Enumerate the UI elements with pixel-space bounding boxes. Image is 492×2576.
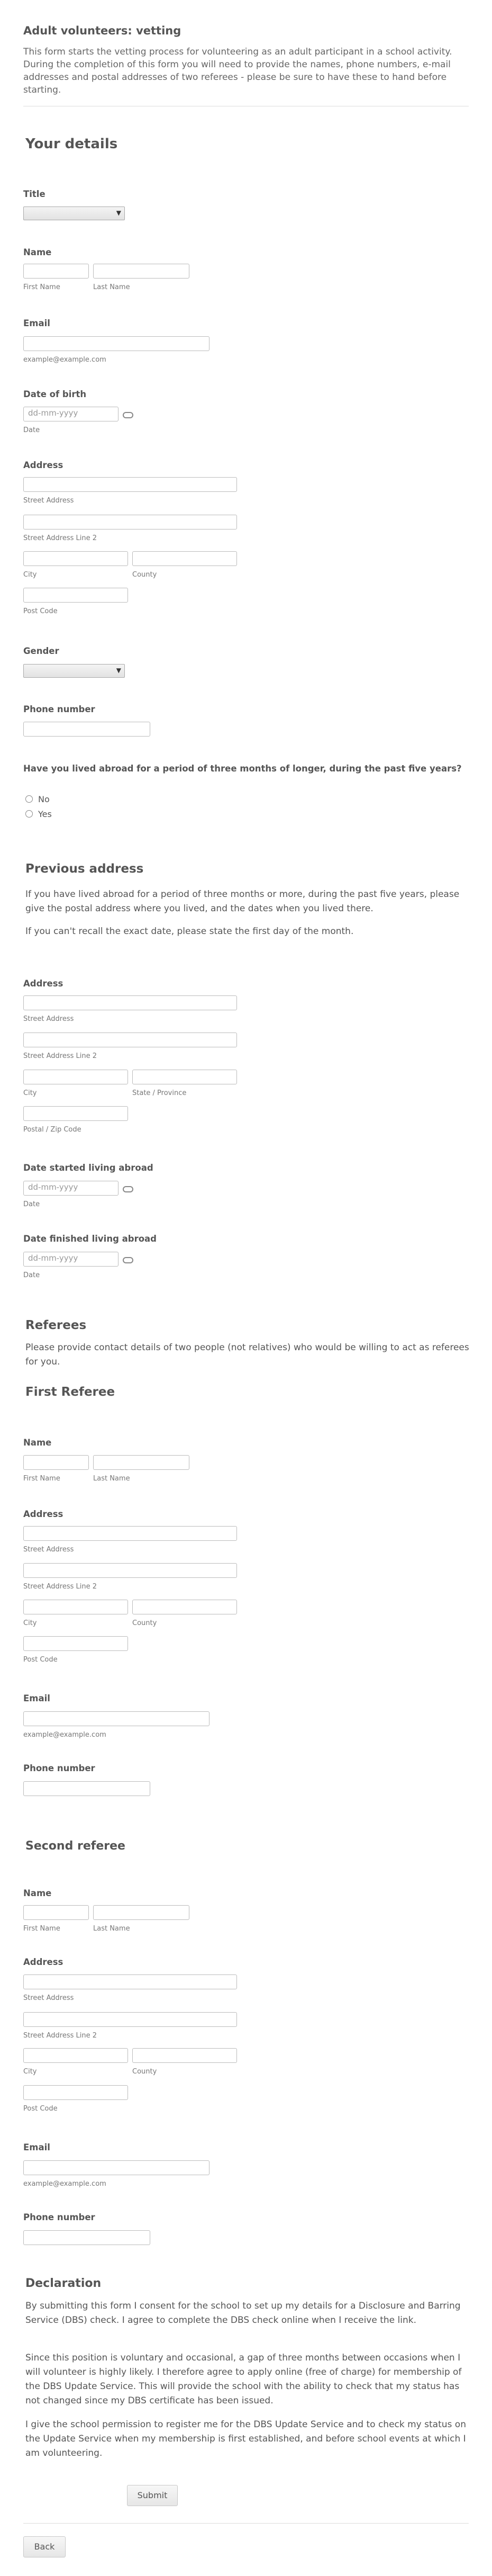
gender-label: Gender bbox=[23, 646, 59, 656]
ref2-postcode-input[interactable] bbox=[23, 2085, 128, 2100]
street-address-2-sublabel: Street Address Line 2 bbox=[23, 534, 97, 542]
first-name-input[interactable] bbox=[23, 264, 89, 279]
ref2-email-input[interactable] bbox=[23, 2160, 209, 2175]
prev-street-address-sublabel: Street Address bbox=[23, 1015, 74, 1023]
your-details-heading: Your details bbox=[25, 136, 118, 152]
first-name-sublabel: First Name bbox=[23, 283, 60, 291]
prev-state-input[interactable] bbox=[132, 1070, 237, 1084]
abroad-yes-radio[interactable] bbox=[25, 810, 33, 818]
ref1-street-address-input[interactable] bbox=[23, 1526, 237, 1541]
ref1-postcode-input[interactable] bbox=[23, 1636, 128, 1651]
ref2-address-label: Address bbox=[23, 1957, 63, 1967]
name-label: Name bbox=[23, 247, 52, 257]
ref1-name-label: Name bbox=[23, 1438, 52, 1448]
referees-heading: Referees bbox=[25, 1318, 87, 1332]
date-started-label: Date started living abroad bbox=[23, 1163, 153, 1173]
ref2-city-sublabel: City bbox=[23, 2068, 37, 2076]
ref2-street-address-input[interactable] bbox=[23, 1974, 237, 1989]
ref1-address-label: Address bbox=[23, 1509, 63, 1519]
prev-street-address-input[interactable] bbox=[23, 995, 237, 1010]
ref2-first-name-input[interactable] bbox=[23, 1905, 89, 1920]
abroad-no-radio[interactable] bbox=[25, 795, 33, 803]
city-sublabel: City bbox=[23, 571, 37, 579]
referees-intro: Please provide contact details of two people (not relatives) who would be willing to act as referees for you. bbox=[25, 1342, 469, 1367]
ref2-last-name-sublabel: Last Name bbox=[93, 1925, 130, 1933]
ref2-first-name-sublabel: First Name bbox=[23, 1925, 60, 1933]
ref1-phone-label: Phone number bbox=[23, 1763, 95, 1773]
street-address-sublabel: Street Address bbox=[23, 497, 74, 505]
ref1-street-address-2-input[interactable] bbox=[23, 1563, 237, 1578]
submit-button[interactable]: Submit bbox=[127, 2485, 178, 2506]
second-referee-heading: Second referee bbox=[25, 1839, 125, 1853]
ref2-email-sublabel: example@example.com bbox=[23, 2180, 106, 2188]
postcode-input[interactable] bbox=[23, 588, 128, 603]
calendar-icon[interactable] bbox=[123, 412, 133, 418]
ref1-postcode-sublabel: Post Code bbox=[23, 1656, 58, 1664]
declaration-para-2: Since this position is voluntary and occasional, a gap of three months between occasions when I will volunteer is highly likely. I therefore agree to apply online (free of charge) for membership of the DBS Update Service. This will provide the school with the ability to check that my status has not changed since my DBS certificate has been issued. bbox=[25, 2353, 462, 2406]
form-description: This form starts the vetting process for volunteering as an adult participant in a school activity. During the completion of this form you will need to provide the names, phone numbers, e-mail addresses and postal addresses of two referees - please be sure to have these to hand before starting. bbox=[23, 47, 452, 95]
ref1-city-sublabel: City bbox=[23, 1619, 37, 1627]
date-started-sublabel: Date bbox=[23, 1200, 40, 1208]
street-address-input[interactable] bbox=[23, 477, 237, 492]
chevron-down-icon: ▼ bbox=[116, 667, 121, 674]
previous-address-para-1: If you have lived abroad for a period of three months or more, during the past five years, please give the postal address where you lived, and the dates when you lived there. bbox=[25, 889, 460, 914]
prev-address-label: Address bbox=[23, 979, 63, 989]
declaration-para-1: By submitting this form I consent for the school to set up my details for a Disclosure and Barring Service (DBS) check. I agree to complete the DBS check online when I receive the link. bbox=[25, 2301, 461, 2326]
prev-city-sublabel: City bbox=[23, 1089, 37, 1097]
previous-address-para-2: If you can't recall the exact date, please state the first day of the month. bbox=[25, 926, 354, 937]
ref1-email-input[interactable] bbox=[23, 1711, 209, 1726]
dob-label: Date of birth bbox=[23, 389, 87, 399]
ref2-last-name-input[interactable] bbox=[93, 1905, 189, 1920]
ref2-street-address-sublabel: Street Address bbox=[23, 1994, 74, 2002]
last-name-sublabel: Last Name bbox=[93, 283, 130, 291]
county-input[interactable] bbox=[132, 551, 237, 566]
ref1-last-name-sublabel: Last Name bbox=[93, 1475, 130, 1483]
prev-street-address-2-input[interactable] bbox=[23, 1033, 237, 1047]
title-select[interactable] bbox=[23, 207, 125, 220]
title-label: Title bbox=[23, 189, 45, 199]
phone-input[interactable] bbox=[23, 722, 150, 737]
ref2-county-input[interactable] bbox=[132, 2048, 237, 2063]
calendar-icon[interactable] bbox=[123, 1186, 133, 1192]
email-input[interactable] bbox=[23, 336, 209, 351]
last-name-input[interactable] bbox=[93, 264, 189, 279]
ref2-phone-input[interactable] bbox=[23, 2230, 150, 2245]
chevron-down-icon: ▼ bbox=[116, 209, 121, 217]
abroad-yes-label: Yes bbox=[38, 809, 52, 819]
street-address-2-input[interactable] bbox=[23, 515, 237, 529]
previous-address-heading: Previous address bbox=[25, 862, 144, 876]
ref2-name-label: Name bbox=[23, 1888, 52, 1898]
date-finished-label: Date finished living abroad bbox=[23, 1234, 157, 1244]
email-sublabel: example@example.com bbox=[23, 356, 106, 364]
ref1-county-input[interactable] bbox=[132, 1600, 237, 1614]
dob-input[interactable]: dd-mm-yyyy bbox=[23, 407, 119, 421]
date-finished-input[interactable]: dd-mm-yyyy bbox=[23, 1252, 119, 1267]
ref1-street-address-2-sublabel: Street Address Line 2 bbox=[23, 1583, 97, 1591]
prev-postal-sublabel: Postal / Zip Code bbox=[23, 1126, 81, 1134]
dob-sublabel: Date bbox=[23, 426, 40, 434]
city-input[interactable] bbox=[23, 551, 128, 566]
phone-label: Phone number bbox=[23, 704, 95, 714]
prev-city-input[interactable] bbox=[23, 1070, 128, 1084]
ref1-phone-input[interactable] bbox=[23, 1781, 150, 1796]
ref2-city-input[interactable] bbox=[23, 2048, 128, 2063]
ref1-street-address-sublabel: Street Address bbox=[23, 1546, 74, 1554]
ref2-street-address-2-sublabel: Street Address Line 2 bbox=[23, 2032, 97, 2040]
declaration-heading: Declaration bbox=[25, 2277, 102, 2290]
ref1-first-name-input[interactable] bbox=[23, 1455, 89, 1470]
calendar-icon[interactable] bbox=[123, 1257, 133, 1263]
postcode-sublabel: Post Code bbox=[23, 607, 58, 615]
address-label: Address bbox=[23, 460, 63, 470]
ref1-county-sublabel: County bbox=[132, 1619, 157, 1627]
ref2-phone-label: Phone number bbox=[23, 2212, 95, 2222]
abroad-no-label: No bbox=[38, 794, 50, 804]
abroad-question: Have you lived abroad for a period of three months of longer, during the past five years? bbox=[23, 764, 462, 774]
ref1-city-input[interactable] bbox=[23, 1600, 128, 1614]
declaration-para-3: I give the school permission to register me for the DBS Update Service and to check my status on the Update Service when my membership is first established, and before school events at which I am volunteering. bbox=[25, 2419, 466, 2458]
ref1-email-label: Email bbox=[23, 1693, 50, 1703]
date-started-input[interactable]: dd-mm-yyyy bbox=[23, 1181, 119, 1196]
first-referee-heading: First Referee bbox=[25, 1385, 115, 1399]
date-finished-sublabel: Date bbox=[23, 1271, 40, 1279]
back-button[interactable]: Back bbox=[23, 2536, 66, 2557]
county-sublabel: County bbox=[132, 571, 157, 579]
gender-select[interactable] bbox=[23, 664, 125, 678]
ref1-first-name-sublabel: First Name bbox=[23, 1475, 60, 1483]
ref2-county-sublabel: County bbox=[132, 2068, 157, 2076]
divider bbox=[23, 2523, 469, 2524]
email-label: Email bbox=[23, 318, 50, 328]
prev-street-address-2-sublabel: Street Address Line 2 bbox=[23, 1052, 97, 1060]
prev-postal-input[interactable] bbox=[23, 1106, 128, 1121]
prev-state-sublabel: State / Province bbox=[132, 1089, 187, 1097]
ref1-last-name-input[interactable] bbox=[93, 1455, 189, 1470]
ref2-email-label: Email bbox=[23, 2142, 50, 2152]
ref2-postcode-sublabel: Post Code bbox=[23, 2105, 58, 2113]
form-title: Adult volunteers: vetting bbox=[23, 24, 181, 37]
ref1-email-sublabel: example@example.com bbox=[23, 1731, 106, 1739]
ref2-street-address-2-input[interactable] bbox=[23, 2012, 237, 2027]
